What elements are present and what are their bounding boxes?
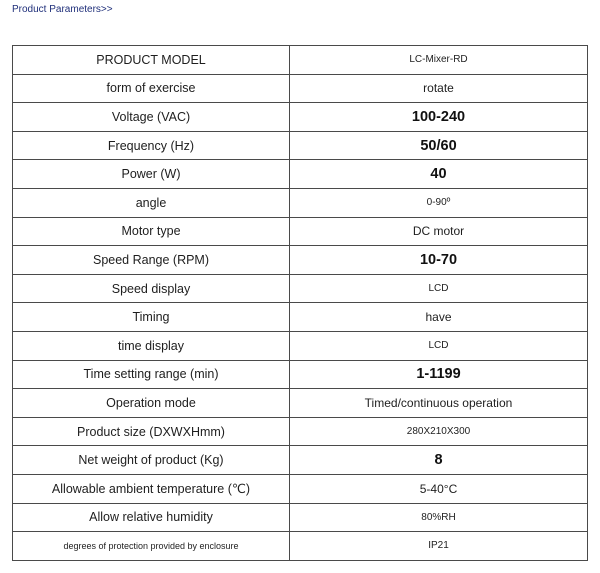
parameter-value: 40 (290, 160, 588, 189)
parameter-value: rotate (290, 74, 588, 103)
parameter-label: Speed display (13, 274, 290, 303)
table-row (13, 103, 588, 132)
parameter-value: 5-40°C (290, 474, 588, 503)
table-row (13, 46, 588, 75)
parameter-value: 0-90º (290, 188, 588, 217)
table-row (13, 474, 588, 503)
table-row (13, 217, 588, 246)
parameter-label: Product size (DXWXHmm) (13, 417, 290, 446)
parameter-value: 280X210X300 (290, 417, 588, 446)
parameter-label: Timing (13, 303, 290, 332)
table-row (13, 303, 588, 332)
parameter-label: angle (13, 188, 290, 217)
parameter-value: have (290, 303, 588, 332)
table-row (13, 246, 588, 275)
parameter-label: form of exercise (13, 74, 290, 103)
parameter-label: Allowable ambient temperature (℃) (13, 474, 290, 503)
table-row (13, 131, 588, 160)
product-parameters-table (12, 45, 588, 561)
parameter-label: degrees of protection provided by enclosure (13, 532, 290, 561)
parameter-label: Operation mode (13, 389, 290, 418)
parameter-value: 50/60 (290, 131, 588, 160)
section-title: Product Parameters>> (12, 4, 113, 15)
parameter-label: Frequency (Hz) (13, 131, 290, 160)
parameter-value: LC-Mixer-RD (290, 46, 588, 75)
parameter-value: LCD (290, 274, 588, 303)
parameter-label: PRODUCT MODEL (13, 46, 290, 75)
parameter-value: IP21 (290, 532, 588, 561)
parameter-label: time display (13, 331, 290, 360)
parameter-label: Allow relative humidity (13, 503, 290, 532)
parameter-label: Time setting range (min) (13, 360, 290, 389)
parameter-value: 1-1199 (290, 360, 588, 389)
parameter-label: Net weight of product (Kg) (13, 446, 290, 475)
table-row (13, 188, 588, 217)
parameter-value: Timed/continuous operation (290, 389, 588, 418)
parameter-value: 100-240 (290, 103, 588, 132)
table-row (13, 331, 588, 360)
table-row (13, 417, 588, 446)
table-row (13, 160, 588, 189)
table-row (13, 446, 588, 475)
table-row (13, 360, 588, 389)
parameter-value: 80%RH (290, 503, 588, 532)
parameter-value: 8 (290, 446, 588, 475)
parameter-label: Voltage (VAC) (13, 103, 290, 132)
parameter-label: Power (W) (13, 160, 290, 189)
table-row (13, 503, 588, 532)
table-row (13, 74, 588, 103)
table-row (13, 274, 588, 303)
parameter-label: Motor type (13, 217, 290, 246)
table-row (13, 389, 588, 418)
table-row (13, 532, 588, 561)
parameter-value: 10-70 (290, 246, 588, 275)
parameter-value: LCD (290, 331, 588, 360)
parameter-value: DC motor (290, 217, 588, 246)
parameter-label: Speed Range (RPM) (13, 246, 290, 275)
